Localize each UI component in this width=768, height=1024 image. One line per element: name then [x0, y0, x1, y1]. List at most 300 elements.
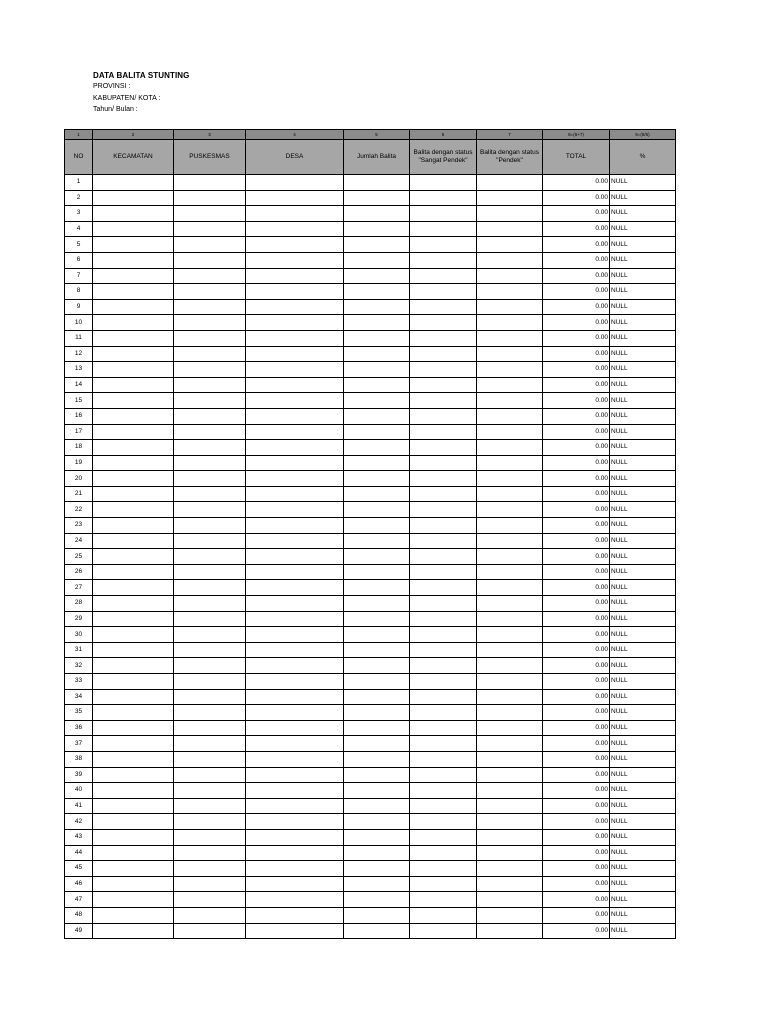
jumlah-balita-cell[interactable] — [344, 751, 410, 767]
sangat-pendek-cell[interactable] — [410, 346, 477, 362]
puskesmas-cell[interactable] — [174, 674, 246, 690]
pendek-cell[interactable] — [477, 408, 543, 424]
kecamatan-cell[interactable] — [93, 362, 174, 378]
sangat-pendek-cell[interactable] — [410, 564, 477, 580]
jumlah-balita-cell[interactable] — [344, 221, 410, 237]
desa-cell[interactable] — [246, 705, 344, 721]
pendek-cell[interactable] — [477, 658, 543, 674]
jumlah-balita-cell[interactable] — [344, 393, 410, 409]
kecamatan-cell[interactable] — [93, 455, 174, 471]
pendek-cell[interactable] — [477, 362, 543, 378]
sangat-pendek-cell[interactable] — [410, 845, 477, 861]
pendek-cell[interactable] — [477, 393, 543, 409]
puskesmas-cell[interactable] — [174, 377, 246, 393]
jumlah-balita-cell[interactable] — [344, 284, 410, 300]
puskesmas-cell[interactable] — [174, 299, 246, 315]
jumlah-balita-cell[interactable] — [344, 502, 410, 518]
sangat-pendek-cell[interactable] — [410, 471, 477, 487]
kecamatan-cell[interactable] — [93, 284, 174, 300]
kecamatan-cell[interactable] — [93, 175, 174, 191]
pendek-cell[interactable] — [477, 689, 543, 705]
puskesmas-cell[interactable] — [174, 518, 246, 534]
percent-cell: NULL — [610, 190, 676, 206]
jumlah-balita-cell[interactable] — [344, 190, 410, 206]
kecamatan-cell[interactable] — [93, 440, 174, 456]
kecamatan-cell[interactable] — [93, 471, 174, 487]
jumlah-balita-cell[interactable] — [344, 674, 410, 690]
pendek-cell[interactable] — [477, 377, 543, 393]
pendek-cell[interactable] — [477, 518, 543, 534]
puskesmas-cell[interactable] — [174, 705, 246, 721]
pendek-cell[interactable] — [477, 907, 543, 923]
puskesmas-cell[interactable] — [174, 315, 246, 331]
sangat-pendek-cell[interactable] — [410, 175, 477, 191]
kecamatan-cell[interactable] — [93, 689, 174, 705]
kecamatan-cell[interactable] — [93, 330, 174, 346]
puskesmas-cell[interactable] — [174, 284, 246, 300]
jumlah-balita-cell[interactable] — [344, 237, 410, 253]
sangat-pendek-cell[interactable] — [410, 221, 477, 237]
percent-cell: NULL — [610, 767, 676, 783]
sangat-pendek-cell[interactable] — [410, 502, 477, 518]
pendek-cell[interactable] — [477, 814, 543, 830]
puskesmas-cell[interactable] — [174, 533, 246, 549]
jumlah-balita-cell[interactable] — [344, 611, 410, 627]
desa-cell[interactable] — [246, 377, 344, 393]
sangat-pendek-cell[interactable] — [410, 923, 477, 939]
sangat-pendek-cell[interactable] — [410, 455, 477, 471]
kecamatan-cell[interactable] — [93, 502, 174, 518]
sangat-pendek-cell[interactable] — [410, 533, 477, 549]
desa-cell[interactable] — [246, 549, 344, 565]
desa-cell[interactable] — [246, 502, 344, 518]
sangat-pendek-cell[interactable] — [410, 362, 477, 378]
puskesmas-cell[interactable] — [174, 268, 246, 284]
kecamatan-cell[interactable] — [93, 564, 174, 580]
puskesmas-cell[interactable] — [174, 751, 246, 767]
pendek-cell[interactable] — [477, 798, 543, 814]
kecamatan-cell[interactable] — [93, 252, 174, 268]
jumlah-balita-cell[interactable] — [344, 440, 410, 456]
sangat-pendek-cell[interactable] — [410, 315, 477, 331]
kecamatan-cell[interactable] — [93, 783, 174, 799]
pendek-cell[interactable] — [477, 252, 543, 268]
pendek-cell[interactable] — [477, 206, 543, 222]
desa-cell[interactable] — [246, 284, 344, 300]
kecamatan-cell[interactable] — [93, 237, 174, 253]
jumlah-balita-cell[interactable] — [344, 845, 410, 861]
desa-cell[interactable] — [246, 190, 344, 206]
kecamatan-cell[interactable] — [93, 408, 174, 424]
jumlah-balita-cell[interactable] — [344, 175, 410, 191]
jumlah-balita-cell[interactable] — [344, 783, 410, 799]
kecamatan-cell[interactable] — [93, 814, 174, 830]
column-number: 3 — [174, 130, 246, 140]
pendek-cell[interactable] — [477, 751, 543, 767]
desa-cell[interactable] — [246, 580, 344, 596]
pendek-cell[interactable] — [477, 611, 543, 627]
jumlah-balita-cell[interactable] — [344, 798, 410, 814]
desa-cell[interactable] — [246, 627, 344, 643]
puskesmas-cell[interactable] — [174, 346, 246, 362]
jumlah-balita-cell[interactable] — [344, 892, 410, 908]
sangat-pendek-cell[interactable] — [410, 627, 477, 643]
jumlah-balita-cell[interactable] — [344, 330, 410, 346]
kecamatan-cell[interactable] — [93, 518, 174, 534]
puskesmas-cell[interactable] — [174, 845, 246, 861]
desa-cell[interactable] — [246, 845, 344, 861]
table-row — [65, 861, 676, 877]
sangat-pendek-cell[interactable] — [410, 580, 477, 596]
puskesmas-cell[interactable] — [174, 611, 246, 627]
jumlah-balita-cell[interactable] — [344, 689, 410, 705]
kecamatan-cell[interactable] — [93, 861, 174, 877]
pendek-cell[interactable] — [477, 829, 543, 845]
sangat-pendek-cell[interactable] — [410, 393, 477, 409]
desa-cell[interactable] — [246, 408, 344, 424]
jumlah-balita-cell[interactable] — [344, 596, 410, 612]
puskesmas-cell[interactable] — [174, 798, 246, 814]
jumlah-balita-cell[interactable] — [344, 627, 410, 643]
pendek-cell[interactable] — [477, 564, 543, 580]
puskesmas-cell[interactable] — [174, 237, 246, 253]
pendek-cell[interactable] — [477, 315, 543, 331]
pendek-cell[interactable] — [477, 330, 543, 346]
jumlah-balita-cell[interactable] — [344, 455, 410, 471]
pendek-cell[interactable] — [477, 175, 543, 191]
sangat-pendek-cell[interactable] — [410, 814, 477, 830]
sangat-pendek-cell[interactable] — [410, 876, 477, 892]
kecamatan-cell[interactable] — [93, 299, 174, 315]
sangat-pendek-cell[interactable] — [410, 751, 477, 767]
sangat-pendek-cell[interactable] — [410, 689, 477, 705]
desa-cell[interactable] — [246, 596, 344, 612]
kecamatan-cell[interactable] — [93, 533, 174, 549]
row-number: 39 — [65, 767, 93, 783]
kecamatan-cell[interactable] — [93, 658, 174, 674]
puskesmas-cell[interactable] — [174, 440, 246, 456]
pendek-cell[interactable] — [477, 471, 543, 487]
puskesmas-cell[interactable] — [174, 907, 246, 923]
desa-cell[interactable] — [246, 315, 344, 331]
sangat-pendek-cell[interactable] — [410, 299, 477, 315]
sangat-pendek-cell[interactable] — [410, 861, 477, 877]
jumlah-balita-cell[interactable] — [344, 362, 410, 378]
puskesmas-cell[interactable] — [174, 876, 246, 892]
desa-cell[interactable] — [246, 424, 344, 440]
desa-cell[interactable] — [246, 829, 344, 845]
puskesmas-cell[interactable] — [174, 393, 246, 409]
pendek-cell[interactable] — [477, 720, 543, 736]
jumlah-balita-cell[interactable] — [344, 861, 410, 877]
sangat-pendek-cell[interactable] — [410, 206, 477, 222]
desa-cell[interactable] — [246, 674, 344, 690]
pendek-cell[interactable] — [477, 268, 543, 284]
kecamatan-cell[interactable] — [93, 315, 174, 331]
sangat-pendek-cell[interactable] — [410, 252, 477, 268]
desa-cell[interactable] — [246, 720, 344, 736]
jumlah-balita-cell[interactable] — [344, 377, 410, 393]
desa-cell[interactable] — [246, 206, 344, 222]
puskesmas-cell[interactable] — [174, 190, 246, 206]
sangat-pendek-cell[interactable] — [410, 486, 477, 502]
desa-cell[interactable] — [246, 736, 344, 752]
desa-cell[interactable] — [246, 642, 344, 658]
pendek-cell[interactable] — [477, 549, 543, 565]
pendek-cell[interactable] — [477, 580, 543, 596]
jumlah-balita-cell[interactable] — [344, 767, 410, 783]
sangat-pendek-cell[interactable] — [410, 518, 477, 534]
puskesmas-cell[interactable] — [174, 829, 246, 845]
sangat-pendek-cell[interactable] — [410, 284, 477, 300]
kecamatan-cell[interactable] — [93, 611, 174, 627]
pendek-cell[interactable] — [477, 705, 543, 721]
kecamatan-cell[interactable] — [93, 486, 174, 502]
jumlah-balita-cell[interactable] — [344, 471, 410, 487]
sangat-pendek-cell[interactable] — [410, 377, 477, 393]
pendek-cell[interactable] — [477, 596, 543, 612]
jumlah-balita-cell[interactable] — [344, 736, 410, 752]
kecamatan-cell[interactable] — [93, 627, 174, 643]
puskesmas-cell[interactable] — [174, 892, 246, 908]
desa-cell[interactable] — [246, 237, 344, 253]
puskesmas-cell[interactable] — [174, 814, 246, 830]
jumlah-balita-cell[interactable] — [344, 315, 410, 331]
desa-cell[interactable] — [246, 221, 344, 237]
pendek-cell[interactable] — [477, 221, 543, 237]
kecamatan-cell[interactable] — [93, 767, 174, 783]
kecamatan-cell[interactable] — [93, 829, 174, 845]
desa-cell[interactable] — [246, 362, 344, 378]
desa-cell[interactable] — [246, 783, 344, 799]
pendek-cell[interactable] — [477, 627, 543, 643]
jumlah-balita-cell[interactable] — [344, 408, 410, 424]
jumlah-balita-cell[interactable] — [344, 658, 410, 674]
jumlah-balita-cell[interactable] — [344, 907, 410, 923]
puskesmas-cell[interactable] — [174, 627, 246, 643]
puskesmas-cell[interactable] — [174, 330, 246, 346]
desa-cell[interactable] — [246, 299, 344, 315]
pendek-cell[interactable] — [477, 736, 543, 752]
kecamatan-cell[interactable] — [93, 892, 174, 908]
pendek-cell[interactable] — [477, 299, 543, 315]
desa-cell[interactable] — [246, 564, 344, 580]
puskesmas-cell[interactable] — [174, 580, 246, 596]
sangat-pendek-cell[interactable] — [410, 767, 477, 783]
puskesmas-cell[interactable] — [174, 564, 246, 580]
puskesmas-cell[interactable] — [174, 502, 246, 518]
sangat-pendek-cell[interactable] — [410, 907, 477, 923]
kecamatan-cell[interactable] — [93, 393, 174, 409]
sangat-pendek-cell[interactable] — [410, 237, 477, 253]
jumlah-balita-cell[interactable] — [344, 299, 410, 315]
pendek-cell[interactable] — [477, 642, 543, 658]
desa-cell[interactable] — [246, 767, 344, 783]
sangat-pendek-cell[interactable] — [410, 268, 477, 284]
desa-cell[interactable] — [246, 471, 344, 487]
desa-cell[interactable] — [246, 689, 344, 705]
kecamatan-cell[interactable] — [93, 907, 174, 923]
pendek-cell[interactable] — [477, 783, 543, 799]
desa-cell[interactable] — [246, 268, 344, 284]
desa-cell[interactable] — [246, 876, 344, 892]
puskesmas-cell[interactable] — [174, 783, 246, 799]
pendek-cell[interactable] — [477, 767, 543, 783]
puskesmas-cell[interactable] — [174, 596, 246, 612]
sangat-pendek-cell[interactable] — [410, 720, 477, 736]
desa-cell[interactable] — [246, 175, 344, 191]
pendek-cell[interactable] — [477, 440, 543, 456]
kecamatan-cell[interactable] — [93, 221, 174, 237]
header-percent: % — [610, 140, 676, 175]
puskesmas-cell[interactable] — [174, 408, 246, 424]
sangat-pendek-cell[interactable] — [410, 783, 477, 799]
pendek-cell[interactable] — [477, 861, 543, 877]
sangat-pendek-cell[interactable] — [410, 549, 477, 565]
pendek-cell[interactable] — [477, 845, 543, 861]
kecamatan-cell[interactable] — [93, 845, 174, 861]
kecamatan-cell[interactable] — [93, 268, 174, 284]
desa-cell[interactable] — [246, 533, 344, 549]
pendek-cell[interactable] — [477, 237, 543, 253]
pendek-cell[interactable] — [477, 346, 543, 362]
sangat-pendek-cell[interactable] — [410, 440, 477, 456]
kecamatan-cell[interactable] — [93, 549, 174, 565]
desa-cell[interactable] — [246, 751, 344, 767]
kecamatan-cell[interactable] — [93, 596, 174, 612]
desa-cell[interactable] — [246, 393, 344, 409]
puskesmas-cell[interactable] — [174, 252, 246, 268]
sangat-pendek-cell[interactable] — [410, 190, 477, 206]
puskesmas-cell[interactable] — [174, 736, 246, 752]
kecamatan-cell[interactable] — [93, 580, 174, 596]
kecamatan-cell[interactable] — [93, 424, 174, 440]
jumlah-balita-cell[interactable] — [344, 206, 410, 222]
pendek-cell[interactable] — [477, 190, 543, 206]
kecamatan-cell[interactable] — [93, 377, 174, 393]
sangat-pendek-cell[interactable] — [410, 596, 477, 612]
kecamatan-cell[interactable] — [93, 751, 174, 767]
pendek-cell[interactable] — [477, 455, 543, 471]
desa-cell[interactable] — [246, 861, 344, 877]
puskesmas-cell[interactable] — [174, 642, 246, 658]
pendek-cell[interactable] — [477, 284, 543, 300]
jumlah-balita-cell[interactable] — [344, 580, 410, 596]
kecamatan-cell[interactable] — [93, 720, 174, 736]
jumlah-balita-cell[interactable] — [344, 814, 410, 830]
kecamatan-cell[interactable] — [93, 674, 174, 690]
sangat-pendek-cell[interactable] — [410, 408, 477, 424]
pendek-cell[interactable] — [477, 876, 543, 892]
sangat-pendek-cell[interactable] — [410, 611, 477, 627]
desa-cell[interactable] — [246, 486, 344, 502]
jumlah-balita-cell[interactable] — [344, 549, 410, 565]
kecamatan-cell[interactable] — [93, 923, 174, 939]
sangat-pendek-cell[interactable] — [410, 705, 477, 721]
jumlah-balita-cell[interactable] — [344, 564, 410, 580]
jumlah-balita-cell[interactable] — [344, 829, 410, 845]
jumlah-balita-cell[interactable] — [344, 642, 410, 658]
jumlah-balita-cell[interactable] — [344, 923, 410, 939]
desa-cell[interactable] — [246, 330, 344, 346]
puskesmas-cell[interactable] — [174, 767, 246, 783]
puskesmas-cell[interactable] — [174, 923, 246, 939]
puskesmas-cell[interactable] — [174, 455, 246, 471]
desa-cell[interactable] — [246, 814, 344, 830]
sangat-pendek-cell[interactable] — [410, 798, 477, 814]
jumlah-balita-cell[interactable] — [344, 705, 410, 721]
pendek-cell[interactable] — [477, 502, 543, 518]
kecamatan-cell[interactable] — [93, 206, 174, 222]
kecamatan-cell[interactable] — [93, 346, 174, 362]
pendek-cell[interactable] — [477, 923, 543, 939]
kecamatan-cell[interactable] — [93, 876, 174, 892]
desa-cell[interactable] — [246, 440, 344, 456]
sangat-pendek-cell[interactable] — [410, 330, 477, 346]
jumlah-balita-cell[interactable] — [344, 876, 410, 892]
desa-cell[interactable] — [246, 907, 344, 923]
sangat-pendek-cell[interactable] — [410, 642, 477, 658]
desa-cell[interactable] — [246, 658, 344, 674]
jumlah-balita-cell[interactable] — [344, 268, 410, 284]
puskesmas-cell[interactable] — [174, 221, 246, 237]
puskesmas-cell[interactable] — [174, 206, 246, 222]
puskesmas-cell[interactable] — [174, 424, 246, 440]
kecamatan-cell[interactable] — [93, 642, 174, 658]
desa-cell[interactable] — [246, 923, 344, 939]
jumlah-balita-cell[interactable] — [344, 518, 410, 534]
sangat-pendek-cell[interactable] — [410, 674, 477, 690]
jumlah-balita-cell[interactable] — [344, 486, 410, 502]
desa-cell[interactable] — [246, 611, 344, 627]
jumlah-balita-cell[interactable] — [344, 424, 410, 440]
desa-cell[interactable] — [246, 252, 344, 268]
pendek-cell[interactable] — [477, 486, 543, 502]
puskesmas-cell[interactable] — [174, 861, 246, 877]
sangat-pendek-cell[interactable] — [410, 892, 477, 908]
desa-cell[interactable] — [246, 346, 344, 362]
puskesmas-cell[interactable] — [174, 471, 246, 487]
jumlah-balita-cell[interactable] — [344, 720, 410, 736]
pendek-cell[interactable] — [477, 533, 543, 549]
pendek-cell[interactable] — [477, 424, 543, 440]
puskesmas-cell[interactable] — [174, 175, 246, 191]
puskesmas-cell[interactable] — [174, 658, 246, 674]
kecamatan-cell[interactable] — [93, 798, 174, 814]
desa-cell[interactable] — [246, 455, 344, 471]
jumlah-balita-cell[interactable] — [344, 533, 410, 549]
puskesmas-cell[interactable] — [174, 689, 246, 705]
puskesmas-cell[interactable] — [174, 486, 246, 502]
puskesmas-cell[interactable] — [174, 549, 246, 565]
puskesmas-cell[interactable] — [174, 720, 246, 736]
desa-cell[interactable] — [246, 518, 344, 534]
kecamatan-cell[interactable] — [93, 705, 174, 721]
jumlah-balita-cell[interactable] — [344, 346, 410, 362]
desa-cell[interactable] — [246, 798, 344, 814]
sangat-pendek-cell[interactable] — [410, 424, 477, 440]
pendek-cell[interactable] — [477, 892, 543, 908]
kecamatan-cell[interactable] — [93, 190, 174, 206]
sangat-pendek-cell[interactable] — [410, 658, 477, 674]
puskesmas-cell[interactable] — [174, 362, 246, 378]
sangat-pendek-cell[interactable] — [410, 736, 477, 752]
kecamatan-cell[interactable] — [93, 736, 174, 752]
pendek-cell[interactable] — [477, 674, 543, 690]
sangat-pendek-cell[interactable] — [410, 829, 477, 845]
jumlah-balita-cell[interactable] — [344, 252, 410, 268]
desa-cell[interactable] — [246, 892, 344, 908]
